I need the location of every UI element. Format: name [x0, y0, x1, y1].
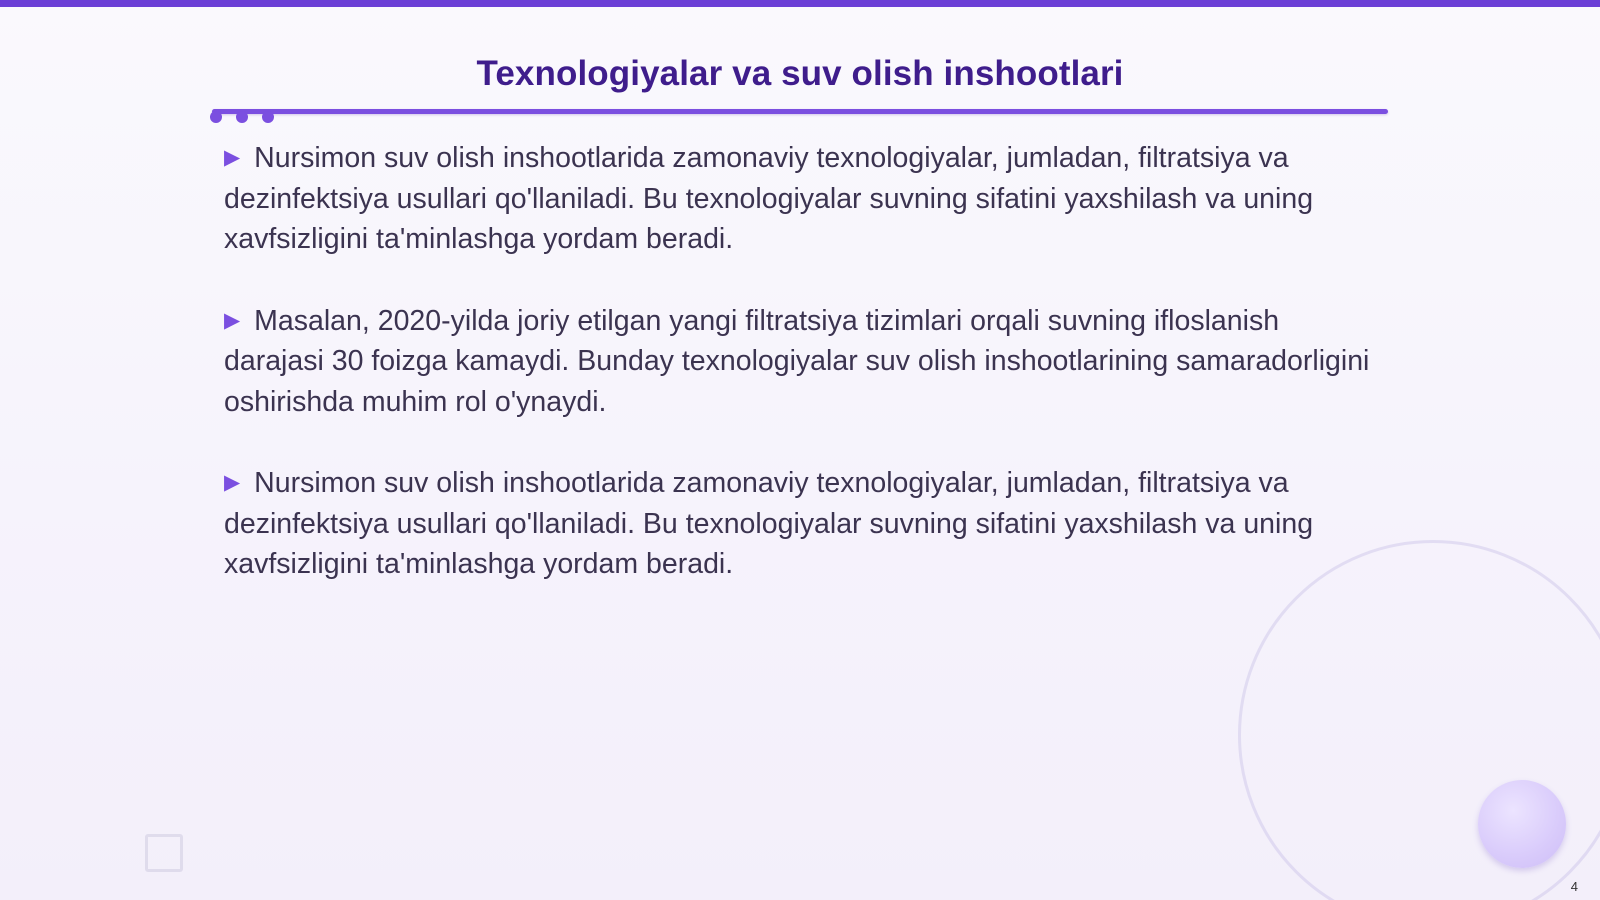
slide-title: Texnologiyalar va suv olish inshootlari: [476, 54, 1124, 93]
decorative-dot: [236, 111, 248, 123]
top-accent-bar: [0, 0, 1600, 7]
bullet-arrow-icon: ▶: [224, 146, 241, 169]
bullet-item: [224, 138, 1384, 260]
decorative-dot: [262, 111, 274, 123]
decorative-bubble: [1478, 780, 1566, 868]
bullet-arrow-icon: ▶: [224, 308, 241, 332]
bullet-arrow-icon: ▶: [224, 471, 241, 494]
title-underline: [212, 109, 1388, 114]
bullet-text: Nursimon suv olish inshootlarida zamonaviy texnologiyalar, jumladan, filtratsiya va dezinfektsiya usullari qo'llaniladi. Bu texnologiyalar suvning sifatini yaxshilash va uning xavfsizligini ta'minlashga yordam beradi.: [224, 467, 1314, 580]
bullet-text: Nursimon suv olish inshootlarida zamonaviy texnologiyalar, jumladan, filtratsiya va dezinfektsiya usullari qo'llaniladi. Bu texnologiyalar suvning sifatini yaxshilash va uning xavfsizligini ta'minlashga yordam beradi.: [224, 142, 1314, 255]
bullet-list: [224, 138, 1384, 626]
decorative-dot: [210, 111, 222, 123]
bullet-text: Masalan, 2020-yilda joriy etilgan yangi filtratsiya tizimlari orqali suvning ifloslanish darajasi 30 foizga kamaydi. Bunday texnologiyalar suv olish inshootlarining samaradorligini oshirishda muhim rol o'ynaydi.: [224, 304, 1370, 418]
decorative-square: [145, 834, 183, 872]
page-number: 4: [1570, 879, 1578, 894]
bullet-item: [224, 463, 1384, 585]
bullet-item: [224, 301, 1384, 423]
